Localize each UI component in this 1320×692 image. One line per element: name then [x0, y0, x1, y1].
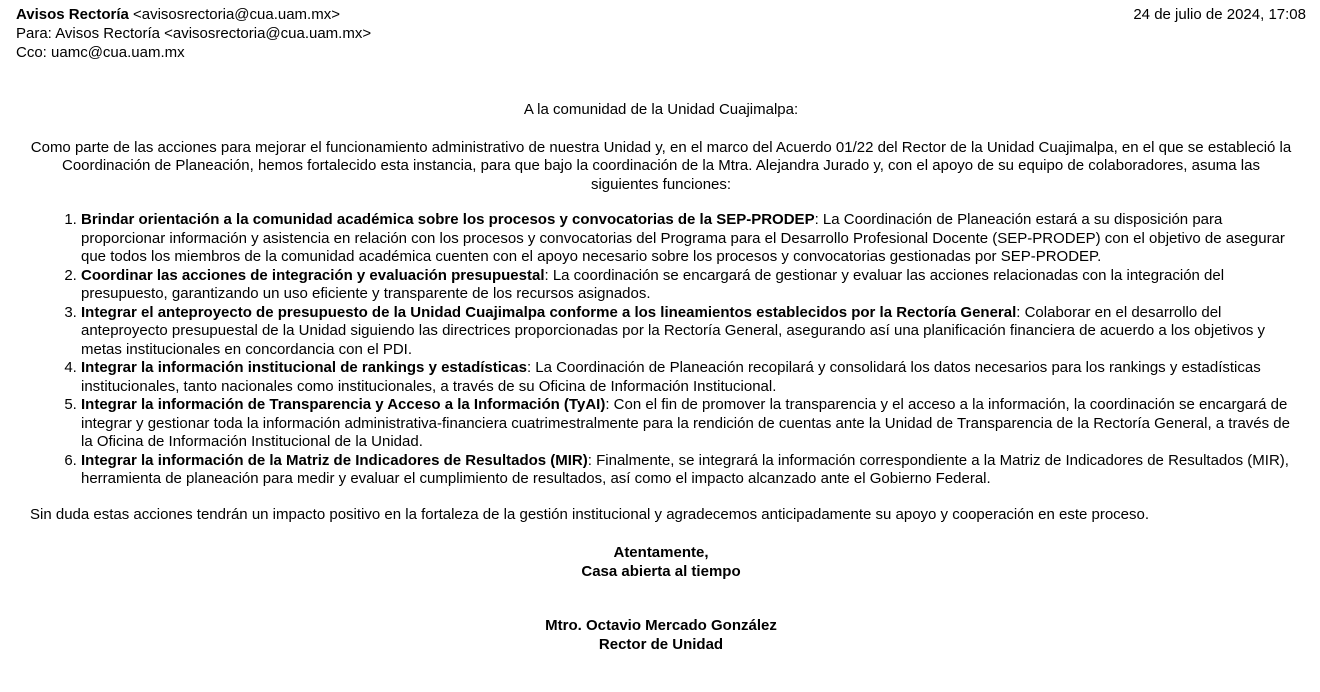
closing-paragraph: Sin duda estas acciones tendrán un impacto positivo en la fortaleza de la gestión institucional y agradecemos anticipadamente su apoyo y cooperación en este proceso. — [30, 505, 1150, 523]
item-title: Coordinar las acciones de integración y evaluación presupuestal — [81, 266, 545, 284]
item-text: : La Coordinación de Planeación estará a su disposición para proporcionar información y asistencia en relación con los procesos y convocatorias del Programa para el Desarrollo Profesional Docente (SEP-PRODEP) con el objetivo de asegurar que todos los miembros de la comunidad académica cuenten con el apoyo necesario sobre los procesos y convocatorias gestionadas por SEP-PRODEP. — [81, 211, 1285, 265]
to-line: Para: Avisos Rectoría <avisosrectoria@cua.uam.mx> — [16, 25, 372, 42]
sender-email[interactable]: <avisosrectoria@cua.uam.mx> — [133, 6, 340, 23]
from-line — [16, 6, 1306, 25]
intro-paragraph: Como parte de las acciones para mejorar el funcionamiento administrativo de nuestra Unidad y, en el marco del Acuerdo 01/22 del Rector de la Unidad Cuajimalpa, en el que se estableció la Coordinación de Planeación, hemos fortalecido esta instancia, para que bajo la coordinación de la Mtra. Alejandra Jurado y, con el apoyo de su equipo de colaboradores, asuma las siguientes funciones: — [30, 138, 1292, 193]
item-title: Integrar la información de Transparencia y Acceso a la Información (TyAI) — [81, 396, 606, 413]
list-item — [81, 396, 1292, 452]
email-header — [16, 6, 1306, 63]
functions-list — [30, 211, 1292, 489]
salutation: Atentamente, — [613, 544, 709, 561]
list-item — [81, 211, 1292, 267]
item-title: Integrar el anteproyecto de presupuesto de la Unidad Cuajimalpa conforme a los lineamientos establecidos por la Rectoría General — [81, 303, 1017, 321]
signature-gap — [30, 581, 1292, 617]
list-item — [81, 267, 1292, 304]
signer-title: Rector de Unidad — [598, 635, 724, 653]
item-text: : Con el fin de promover la transparencia y el acceso a la información, la coordinación se encargará de integrar y gestionar toda la información administrativa-financiera cuatrimestralmente para la rendición de cuentas ante la Unidad de Transparencia de la Rectoría General, a través de la Oficina de Información Institucional de la Unidad. — [81, 396, 1290, 450]
sender-name[interactable]: Avisos Rectoría — [16, 6, 129, 23]
motto: Casa abierta al tiempo — [581, 562, 741, 580]
greeting: A la comunidad de la Unidad Cuajimalpa: — [523, 101, 799, 118]
list-item — [81, 359, 1292, 396]
item-text: : La coordinación se encargará de gestionar y evaluar las acciones relacionadas con la integración del presupuesto, garantizando un uso eficiente y transparente de los recursos asignados. — [81, 266, 1225, 302]
email-body — [30, 101, 1292, 654]
item-title: Integrar la información institucional de rankings y estadísticas — [81, 359, 527, 376]
item-title: Integrar la información de la Matriz de Indicadores de Resultados (MIR) — [81, 451, 588, 469]
item-title: Brindar orientación a la comunidad académica sobre los procesos y convocatorias de la SEP-PRODEP — [81, 211, 815, 228]
item-text: : Colaborar en el desarrollo del anteproyecto presupuestal de la Unidad siguiendo las directrices proporcionadas por la Rectoría General, asegurando así una planificación financiera de acuerdo a los objetivos y metas institucionales en concordancia con el PDI. — [81, 303, 1266, 358]
list-item — [81, 304, 1292, 360]
item-text: : La Coordinación de Planeación recopilará y consolidará los datos necesarios para los rankings y estadísticas institucionales, tanto nacionales como institucionales, a través de su Oficina de Información Institucional. — [81, 359, 1261, 395]
cc-line: Cco: uamc@cua.uam.mx — [16, 44, 185, 61]
list-item — [81, 452, 1292, 489]
email-date: 24 de julio de 2024, 17:08 — [1133, 6, 1306, 23]
item-text: : Finalmente, se integrará la información correspondiente a la Matriz de Indicadores de Resultados (MIR), herramienta de planeación para medir y evaluar el cumplimiento de resultados, así como el impacto alcanzado ante el Gobierno Federal. — [81, 451, 1289, 487]
signer-name: Mtro. Octavio Mercado González — [545, 617, 777, 634]
